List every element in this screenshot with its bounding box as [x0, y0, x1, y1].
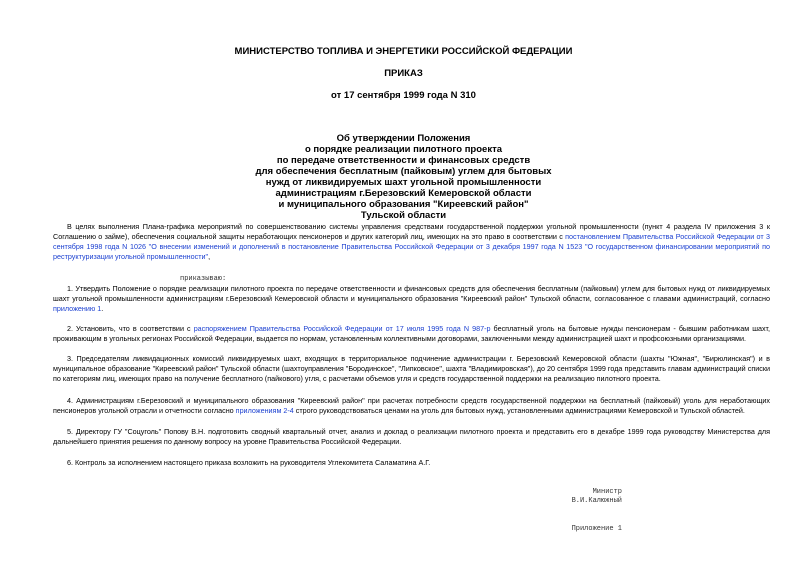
order-item-1 — [53, 284, 770, 314]
title-line: администрациям г.Березовский Кемеровской области — [275, 188, 532, 199]
document-date-number: от 17 сентября 1999 года N 310 — [331, 90, 476, 101]
order-item-4 — [53, 396, 770, 416]
item-6-text: 6. Контроль за исполнением настоящего приказа возложить на руководителя Углекомитета Саламатина А.Г. — [67, 458, 431, 467]
preamble-text: В целях выполнения Плана-графика мероприятий по совершенствованию системы управления средствами государственной поддержки угольной промышленности (пункт 4 раздела IV приложения 3 к Соглашению о займе), обеспечения социальной защиты неработающих пенсионеров и других категорий лиц, имеющих на это право в соответствии с — [53, 222, 770, 241]
government-order-link[interactable]: распоряжением Правительства Российской Федерации от 17 июля 1995 года N 987-р — [193, 324, 491, 333]
signature-name: В.И.Калюжный — [571, 497, 622, 505]
item-1-text: 1. Утвердить Положение о порядке реализации пилотного проекта по передаче ответственности и финансовых средств для обеспечения бесплатным (пайковым) углем для бытовых нужд от ликвидируемых шахт угольной промышленности администрациям г.Березовский Кемеровской области и муниципального образования "Киреевский район" Тульской области, согласованное с главами администраций, согласно — [53, 284, 770, 303]
title-line: Тульской области — [360, 210, 447, 221]
item-2-end: бесплатный уголь на бытовые нужды пенсионерам - бывшим работникам шахт, проживающим в угольных регионах Российской Федерации, выдается по нормам, установленным коллективными договорами, заключенными между администрацией шахт и профсоюзными организациями. — [53, 324, 770, 343]
title-line: о порядке реализации пилотного проекта — [304, 144, 503, 155]
preamble-paragraph — [53, 222, 770, 262]
appendices-2-4-link[interactable]: приложениям 2-4 — [235, 406, 294, 415]
ministry-heading: МИНИСТЕРСТВО ТОПЛИВА И ЭНЕРГЕТИКИ РОССИЙСКОЙ ФЕДЕРАЦИИ — [234, 46, 573, 57]
signature-role: Министр — [592, 488, 622, 496]
order-item-5 — [53, 427, 770, 447]
item-2-text: 2. Установить, что в соответствии с — [67, 324, 194, 333]
item-4-text: 4. Администрациям г.Березовский и муниципального образования "Киреевский район" при расчетах потребности средств государственной поддержки на бесплатный (пайковый) уголь для неработающих пенсионеров угольной отрасли и отчетности согласно — [53, 396, 770, 415]
title-line: и муниципального образования "Киреевский район" — [278, 199, 529, 210]
item-1-end: . — [101, 304, 104, 313]
order-item-6 — [53, 458, 770, 468]
document-title — [0, 133, 807, 221]
preamble-resolution-link[interactable]: постановлением Правительства Российской Федерации от 3 сентября 1998 года N 1026 "О внесении изменений и дополнений в постановление Правительства Российской Федерации от 3 декабря 1997 года N 1523 "О государственном финансировании мероприятий по реструктуризации угольной промышленности" — [53, 232, 770, 261]
order-item-3 — [53, 354, 770, 384]
title-line: по передаче ответственности и финансовых средств — [276, 155, 531, 166]
item-3-text: 3. Председателям ликвидационных комиссий ликвидируемых шахт, входящих в территориальное подчинение администрации г. Березовский Кемеровской области (шахты "Южная", "Бирюлинская") и в муниципальное образование "Киреевский район" Тульской области (шахтоуправления "Бородинское", "Липковское", шахта "Владимировская"), до 20 сентября 1999 года представить главам администраций списки по категориям лиц, имеющих право на получение бесплатного (пайкового) угля, с расчетами объемов угля и средств государственной поддержки на реализацию пилотного проекта. — [53, 354, 770, 383]
order-item-2 — [53, 324, 770, 344]
title-line: нужд от ликвидируемых шахт угольной промышленности — [265, 177, 542, 188]
appendix-1-link[interactable]: приложению 1 — [53, 304, 102, 313]
document-type-heading: ПРИКАЗ — [384, 68, 423, 79]
title-line: для обеспечения бесплатным (пайковым) углем для бытовых — [255, 166, 552, 177]
item-5-text: 5. Директору ГУ "Соцуголь" Попову В.Н. подготовить сводный квартальный отчет, анализ и доклад о реализации пилотного проекта и представить его в декабре 1999 года руководству Министерства для дальнейшего принятия решения по данному вопросу на уровне Правительства Российской Федерации. — [53, 427, 770, 446]
appendix-label: Приложение 1 — [571, 525, 622, 533]
preamble-end: , — [208, 252, 211, 261]
title-line: Об утверждении Положения — [336, 133, 471, 144]
order-verb: приказываю: — [180, 275, 227, 283]
item-4-end: строго руководствоваться ценами на уголь для бытовых нужд, установленными администрациями Кемеровской и Тульской областей. — [293, 406, 745, 415]
